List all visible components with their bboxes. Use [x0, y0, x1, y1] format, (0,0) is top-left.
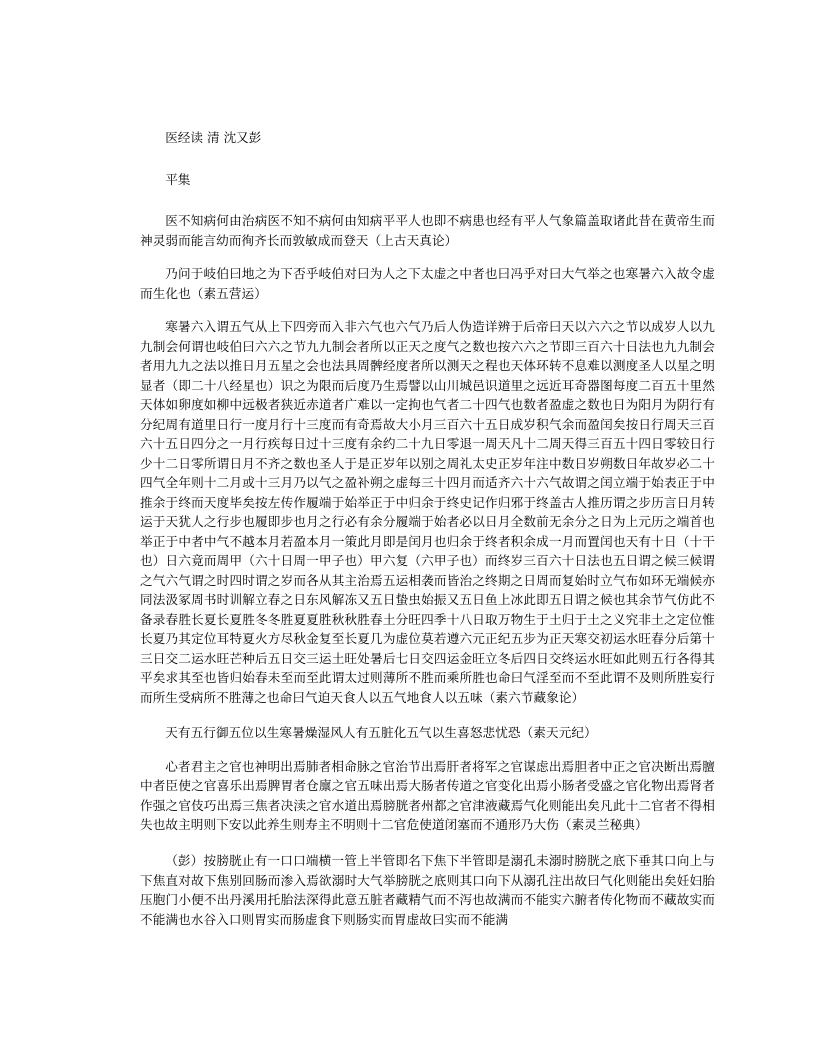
paragraph: （彭）按膀胱止有一口口端横一管上半管即名下焦下半管即是溺孔未溺时膀胱之底下垂其口向上与下焦直对故下焦别回肠而渗入焉欲溺时大气举膀胱之底则其口向下从溺孔注出故曰气化则能出矣妊妇胎压胞门小便不出丹溪用托胎法深得此意五脏者藏精气而不泻也故满而不能实六腑者传化物而不藏故实而不能满也水谷入口则胃实而肠虚食下则肠实而胃虚故曰实而不能满	[140, 852, 715, 927]
paragraph: 寒暑六入谓五气从上下四旁而入非六气也六气乃后人伪造详辨于后帝曰天以六六之节以成岁人以九九制会何谓也岐伯曰六六之节九九制会者所以正天之度气之数也按六六之节即三百六十日法也九九制会者用九九之法以推日月五星之会也法具周髀经度者所以测天之程也天体环转不息难以测度圣人以星之明显者（即二十八经星也）识之为限而后度乃生焉譬以山川城邑识道里之远近耳奇器图每度二百五十里然天体如卵度如柳中远极者狭近赤道者广难以一定拘也气者二十四气也数者盈虚之数也日为阳月为阴行有分纪周有道里日行一度月行十三度而有奇焉故大小月三百六十五日成岁积气余而盈闰矣按日行周天三百六十五日四分之一月行疾每日过十三度有余约二十九日零退一周天凡十二周天得三百五十四日零较日行少十二日零所谓日月不齐之数也圣人于是正岁年以别之周礼太史正岁年注中数日岁朔数日年故岁必二十四气全年则十二月或十三月乃以气之盈补朔之虚每三十四月而适齐六十六气故谓之闰立端于始表正于中推余于终而天度毕矣按左传作履端于始举正于中归余于终史记作归邪于终盖古人推历谓之步历言日月转运于天犹人之行步也履即步也月之行必有余分履端于始者必以日月全数前无余分之日为上元历之端首也举正于中者中气不越本月若盈本月一策此月即是闰月也归余于终者积余成一月而置闰也天有十日（十干也）日六竟而周甲（六十日周一甲子也）甲六复（六甲子也）而终岁三百六十日法也五日谓之候三候谓之气六气谓之时四时谓之岁而各从其主治焉五运相袭而皆治之终期之日周而复始时立气布如环无端候亦同法汲冢周书时训解立春之日东风解冻又五日蛰虫始振又五日鱼上冰此即五日谓之候也其余节气仿此不备录春胜长夏长夏胜冬冬胜夏夏胜秋秋胜春土分旺四季十八日取万物生于土归于土之义究非土之定位惟长夏乃其定位耳特夏火方尽秋金复至长夏几为虚位莫若遵六元正纪五步为正天寒交初运水旺春分后第十三日交二运水旺芒种后五日交三运土旺处暑后七日交四运金旺立冬后四日交终运水旺如此则五行各得其平矣求其至也皆归始春未至而至此谓太过则薄所不胜而乘所胜也命曰气淫至而不至此谓不及则所胜妄行而所生受病所不胜薄之也命曰气迫天食人以五气地食人以五味（素六节藏象论）	[140, 319, 715, 705]
document-body	[140, 128, 715, 929]
paragraph: 天有五行御五位以生寒暑燥湿风人有五脏化五气以生喜怒悲忧恐（素天元纪）	[165, 725, 597, 741]
paragraph: 医不知病何由治病医不知不病何由知病平平人也即不病患也经有平人气象篇盖取诸此昔在黄帝生而神灵弱而能言幼而徇齐长而敦敏成而登天（上古天真论）	[140, 213, 715, 248]
document-title: 医经读 清 沈又彭	[165, 130, 262, 145]
paragraph: 乃问于岐伯曰地之为下否乎岐伯对曰为人之下太虚之中者也曰冯乎对曰大气举之也寒暑六入故令虚而生化也（素五营运）	[140, 266, 715, 301]
document-subtitle: 平集	[165, 171, 191, 187]
paragraph: 心者君主之官也神明出焉肺者相命脉之官治节出焉肝者将军之官谋虑出焉胆者中正之官决断出焉膻中者臣使之官喜乐出焉脾胃者仓廪之官五味出焉大肠者传道之官变化出焉小肠者受盛之官化物出焉肾者作强之官伎巧出焉三焦者决渎之官水道出焉膀胱者州都之官津液藏焉气化则能出矣凡此十二官者不得相失也故主明则下安以此养生则寿主不明则十二官危使道闭塞而不通形乃大伤（素灵兰秘典）	[140, 758, 715, 833]
